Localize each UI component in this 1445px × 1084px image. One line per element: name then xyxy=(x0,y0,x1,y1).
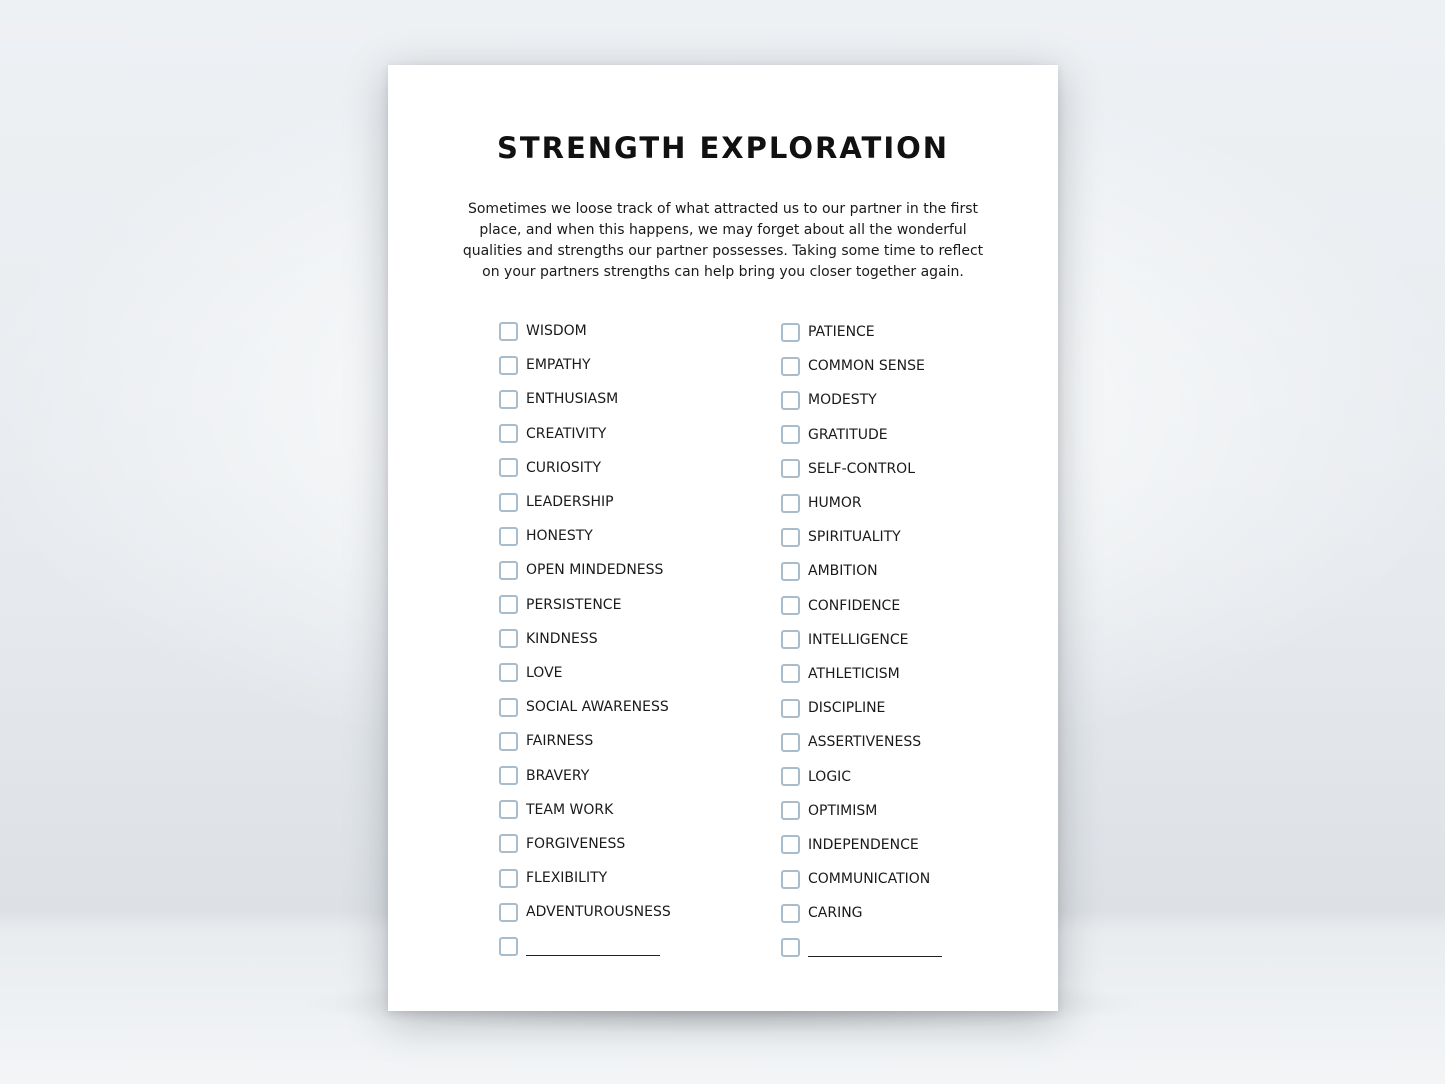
checkbox[interactable] xyxy=(781,767,800,786)
strength-label: INDEPENDENCE xyxy=(808,836,919,853)
strength-label: FLEXIBILITY xyxy=(526,870,608,887)
checkbox[interactable] xyxy=(781,835,800,854)
strength-item xyxy=(499,348,759,382)
strength-item xyxy=(781,520,1041,554)
worksheet-page xyxy=(388,65,1058,1011)
strength-label: INTELLIGENCE xyxy=(808,631,909,648)
checkbox[interactable] xyxy=(499,903,518,922)
write-in-line[interactable] xyxy=(808,942,942,957)
checkbox[interactable] xyxy=(499,800,518,819)
checkbox[interactable] xyxy=(781,733,800,752)
strength-item xyxy=(781,418,1041,452)
strength-label: TEAM WORK xyxy=(526,801,614,818)
strengths-list-right xyxy=(781,315,1041,965)
strength-label: EMPATHY xyxy=(526,357,591,374)
strength-item xyxy=(499,793,759,827)
write-in-line[interactable] xyxy=(526,941,660,956)
strength-label: CURIOSITY xyxy=(526,459,602,476)
strength-item xyxy=(781,794,1041,828)
checkbox[interactable] xyxy=(499,834,518,853)
checkbox[interactable] xyxy=(499,663,518,682)
strength-item xyxy=(781,725,1041,759)
strength-item xyxy=(781,828,1041,862)
strength-item xyxy=(499,724,759,758)
checkbox[interactable] xyxy=(499,322,518,341)
checkbox[interactable] xyxy=(499,869,518,888)
page-title: STRENGTH EXPLORATION xyxy=(496,131,950,165)
strength-item xyxy=(499,758,759,792)
checkbox[interactable] xyxy=(499,458,518,477)
strength-item xyxy=(499,382,759,416)
strength-item xyxy=(499,417,759,451)
strength-item xyxy=(781,554,1041,588)
checkbox[interactable] xyxy=(781,630,800,649)
strength-item xyxy=(781,349,1041,383)
strength-label: CONFIDENCE xyxy=(808,597,901,614)
checkbox[interactable] xyxy=(499,390,518,409)
checkbox[interactable] xyxy=(781,562,800,581)
strength-item xyxy=(499,451,759,485)
strength-label: CARING xyxy=(808,905,863,922)
checkbox[interactable] xyxy=(499,493,518,512)
checkbox[interactable] xyxy=(781,323,800,342)
strength-item xyxy=(499,861,759,895)
strength-item xyxy=(781,623,1041,657)
strength-label: OPTIMISM xyxy=(808,802,878,819)
checkbox[interactable] xyxy=(499,732,518,751)
strength-item xyxy=(781,486,1041,520)
checkbox[interactable] xyxy=(499,629,518,648)
strength-item xyxy=(499,588,759,622)
strength-label: BRAVERY xyxy=(526,767,590,784)
strength-item xyxy=(781,862,1041,896)
strength-label: MODESTY xyxy=(808,392,877,409)
checkbox[interactable] xyxy=(499,698,518,717)
strength-item xyxy=(781,691,1041,725)
strength-label: ADVENTUROUSNESS xyxy=(526,904,671,921)
blank-strength-item xyxy=(781,930,1041,964)
checkbox[interactable] xyxy=(781,459,800,478)
checkbox[interactable] xyxy=(781,699,800,718)
strength-label: LOGIC xyxy=(808,768,852,785)
checkbox[interactable] xyxy=(499,766,518,785)
strength-label: FORGIVENESS xyxy=(526,835,626,852)
checkbox[interactable] xyxy=(781,425,800,444)
strength-item xyxy=(499,827,759,861)
strength-item xyxy=(781,452,1041,486)
strength-label: GRATITUDE xyxy=(808,426,888,443)
strength-item xyxy=(781,657,1041,691)
strength-label: HUMOR xyxy=(808,495,862,512)
strength-label: LEADERSHIP xyxy=(526,494,614,511)
strength-label: AMBITION xyxy=(808,563,878,580)
strength-label: ASSERTIVENESS xyxy=(808,734,922,751)
strength-label: PERSISTENCE xyxy=(526,596,622,613)
blank-strength-item xyxy=(499,929,759,963)
strength-item xyxy=(781,315,1041,349)
strength-item xyxy=(499,553,759,587)
intro-paragraph: Sometimes we loose track of what attracted us to our partner in the first place, and when this happens, we may forget about all the wonderful qualities and strengths our partner possesses. Taking some time to reflect on your partners strengths can help bring you closer together again. xyxy=(462,201,984,280)
strengths-list-left xyxy=(499,314,759,964)
checkbox[interactable] xyxy=(499,527,518,546)
strength-label: LOVE xyxy=(526,664,563,681)
checkbox[interactable] xyxy=(781,870,800,889)
strength-item xyxy=(499,656,759,690)
strength-label: ENTHUSIASM xyxy=(526,391,619,408)
checkbox[interactable] xyxy=(781,528,800,547)
strength-label: SELF-CONTROL xyxy=(808,460,916,477)
strength-label: OPEN MINDEDNESS xyxy=(526,562,664,579)
checkbox[interactable] xyxy=(499,561,518,580)
strength-item xyxy=(499,690,759,724)
checkbox[interactable] xyxy=(781,664,800,683)
strength-label: CREATIVITY xyxy=(526,425,607,442)
strength-item xyxy=(499,895,759,929)
strength-label: FAIRNESS xyxy=(526,733,594,750)
strength-item xyxy=(781,589,1041,623)
checkbox[interactable] xyxy=(781,391,800,410)
checkbox[interactable] xyxy=(781,801,800,820)
strength-label: PATIENCE xyxy=(808,324,875,341)
checkbox[interactable] xyxy=(499,356,518,375)
checkbox[interactable] xyxy=(499,937,518,956)
strength-label: SOCIAL AWARENESS xyxy=(526,699,669,716)
strength-label: COMMON SENSE xyxy=(808,358,925,375)
strength-item xyxy=(499,519,759,553)
checkbox[interactable] xyxy=(781,938,800,957)
strength-label: HONESTY xyxy=(526,528,593,545)
strength-label: WISDOM xyxy=(526,323,587,340)
strength-item xyxy=(781,896,1041,930)
checkbox[interactable] xyxy=(499,424,518,443)
strength-item xyxy=(781,383,1041,417)
checkbox[interactable] xyxy=(499,595,518,614)
checkbox[interactable] xyxy=(781,494,800,513)
strength-label: ATHLETICISM xyxy=(808,665,900,682)
strength-label: COMMUNICATION xyxy=(808,871,931,888)
checkbox[interactable] xyxy=(781,904,800,923)
strength-label: KINDNESS xyxy=(526,630,598,647)
strength-label: DISCIPLINE xyxy=(808,700,886,717)
strength-label: SPIRITUALITY xyxy=(808,529,901,546)
strength-item xyxy=(499,485,759,519)
strength-item xyxy=(781,759,1041,793)
checkbox[interactable] xyxy=(781,596,800,615)
strength-item xyxy=(499,314,759,348)
strength-item xyxy=(499,622,759,656)
checkbox[interactable] xyxy=(781,357,800,376)
